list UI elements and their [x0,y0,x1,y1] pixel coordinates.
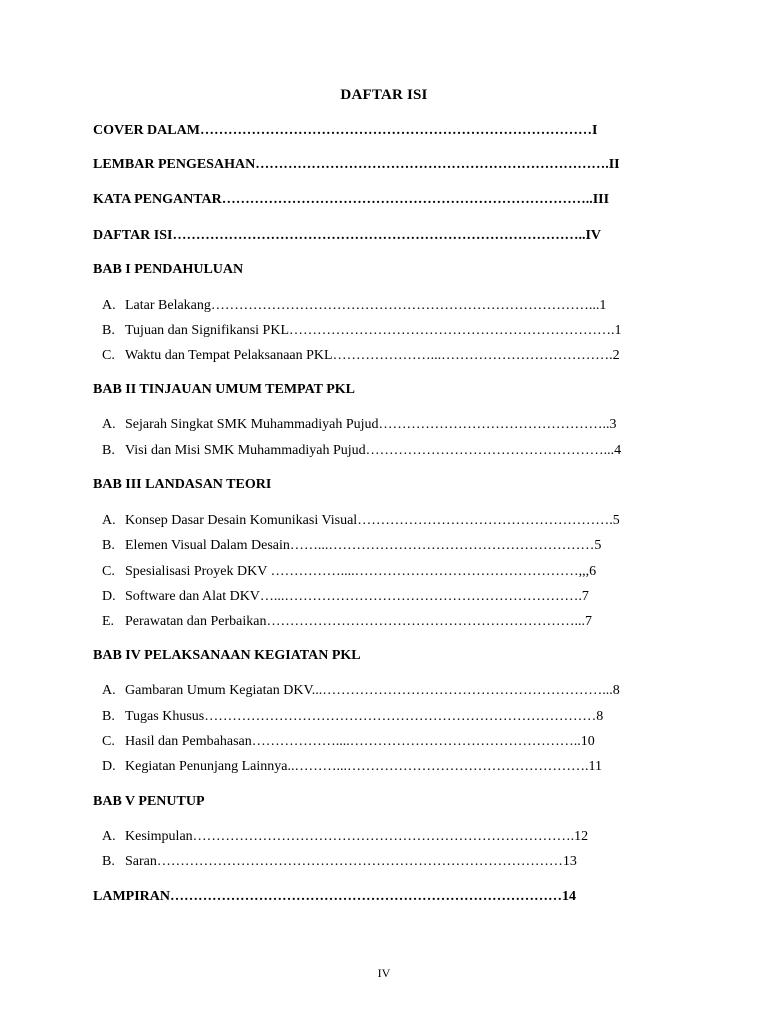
chapter-heading: BAB II TINJAUAN UMUM TEMPAT PKL [93,382,356,397]
toc-leader: ...……………………………………………………... [311,683,613,698]
toc-item-letter: B. [102,854,115,869]
toc-item-letter: A. [102,298,116,313]
toc-leader: ………………………………………………………………………. [192,829,575,844]
toc-subentry [102,347,674,365]
toc-item-letter: A. [102,417,116,432]
toc-leader: …………………………………………………………………………… [156,854,563,869]
toc-leader: ..………...……………………………………………. [287,759,589,774]
toc-entry-label: Software dan Alat DKV [125,589,260,604]
toc-leader: ………………………………………………………………………… [204,709,597,724]
toc-item-letter: D. [102,589,116,604]
toc-page-number: IV [585,228,602,243]
toc-page-number: 8 [596,709,604,724]
toc-subentry [102,442,674,460]
toc-leader: ……...………………………………………………… [289,538,595,553]
toc-item-letter: D. [102,759,116,774]
toc-entry-label: DAFTAR ISI [93,228,173,243]
toc-entry-label: Latar Belakang [125,298,211,313]
toc-page-number: 11 [588,759,602,774]
toc-page-number: 5 [594,538,602,553]
toc-leader: ………………………………………………………………………… [170,889,562,904]
toc-item-letter: A. [102,683,116,698]
toc-leader: ………………………………………………………………………... [210,298,600,313]
toc-item-letter: B. [102,709,115,724]
toc-page-number: 4 [614,443,622,458]
toc-leader: …………………...………………………………. [332,348,613,363]
chapter-heading: BAB V PENUTUP [93,794,205,809]
toc-item-letter: A. [102,829,116,844]
toc-leader: ……………………………………………... [365,443,615,458]
toc-leader: …………………………………………………………………………….. [172,228,586,243]
toc-entry-label: KATA PENGANTAR [93,192,222,207]
toc-subentry [102,537,674,555]
toc-page-number: 3 [609,417,617,432]
chapter-heading: BAB I PENDAHULUAN [93,262,244,277]
toc-subentry [102,682,674,700]
toc-item-letter: B. [102,538,115,553]
toc-item-letter: C. [102,734,115,749]
toc-page-number: 7 [581,589,589,604]
toc-leader: …………………………………………………………………. [255,157,609,172]
toc-page-number: 10 [580,734,595,749]
toc-page-number: 2 [612,348,620,363]
toc-subentry [102,828,674,846]
toc-page-number: III [592,192,610,207]
toc-entry-label: LAMPIRAN [93,889,170,904]
toc-entry-label: Kesimpulan [125,829,193,844]
toc-leader: ……………....…………………………………………,,, [270,564,590,579]
toc-leader: ………………....………………………………………….. [251,734,581,749]
toc-entry-label: Tugas Khusus [125,709,205,724]
toc-item-letter: B. [102,443,115,458]
toc-entry-label: Perawatan dan Perbaikan [125,614,267,629]
toc-item-letter: A. [102,513,116,528]
toc-entry-label: Elemen Visual Dalam Desain [125,538,290,553]
chapter-heading: BAB IV PELAKSANAAN KEGIATAN PKL [93,648,361,663]
toc-entry-label: LEMBAR PENGESAHAN [93,157,256,172]
chapter-heading: BAB III LANDASAN TEORI [93,477,272,492]
toc-leader: ………………………………………….. [378,417,610,432]
toc-subentry [102,563,674,581]
toc-leader: …………………………………………………………………….. [221,192,593,207]
toc-item-letter: C. [102,564,115,579]
toc-subentry [102,733,674,751]
toc-page-number: 1 [599,298,607,313]
toc-page-number: 7 [585,614,592,629]
toc-entry-label: Visi dan Misi SMK Muhammadiyah Pujud [125,443,366,458]
toc-page-number: I [591,123,598,138]
toc-entry-lampiran [93,888,673,906]
toc-subentry [102,322,674,340]
toc-page-number: 8 [612,683,620,698]
toc-leader: ……………………………………………………………. [289,323,615,338]
toc-leader: …………………………………………………………... [266,614,585,629]
toc-entry-label: Konsep Dasar Desain Komunikasi Visual [125,513,358,528]
toc-subentry [102,416,674,434]
toc-entry-label: Saran [125,854,157,869]
toc-subentry [102,853,674,871]
toc-page-number: 1 [614,323,622,338]
toc-leader: …...………………………………………………………. [259,589,582,604]
toc-item-letter: C. [102,348,115,363]
toc-entry-pengesahan [93,156,673,174]
toc-subentry [102,512,674,530]
toc-item-letter: B. [102,323,115,338]
toc-subentry [102,297,674,315]
toc-entry-label: COVER DALAM [93,123,200,138]
toc-subentry [102,758,674,776]
toc-entry-label: Waktu dan Tempat Pelaksanaan PKL [125,348,333,363]
toc-page-number: 6 [589,564,597,579]
toc-leader: ………………………………………………. [357,513,613,528]
toc-page-number: 13 [562,854,577,869]
toc-subentry [102,708,674,726]
toc-entry-label: Sejarah Singkat SMK Muhammadiyah Pujud [125,417,379,432]
toc-page-number: 5 [612,513,620,528]
toc-entry-label: Gambaran Umum Kegiatan DKV [125,683,312,698]
toc-entry-cover [93,122,673,140]
toc-page-number: 14 [562,889,576,904]
page-title: DAFTAR ISI [340,87,428,103]
footer-page-number: IV [377,966,391,980]
toc-item-letter: E. [102,614,115,629]
toc-entry-label: Tujuan dan Signifikansi PKL [125,323,289,338]
toc-subentry [102,588,674,606]
toc-entry-label: Kegiatan Penunjang Lainnya [125,759,288,774]
toc-entry-kata-pengantar [93,191,673,209]
toc-leader: ………………………………………………………………………… [199,123,592,138]
toc-subentry [102,613,674,631]
toc-entry-label: Hasil dan Pembahasan [125,734,252,749]
toc-page-number: 12 [574,829,589,844]
toc-entry-label: Spesialisasi Proyek DKV [125,564,271,579]
toc-page-number: II [608,157,620,172]
toc-entry-daftar-isi [93,227,673,245]
